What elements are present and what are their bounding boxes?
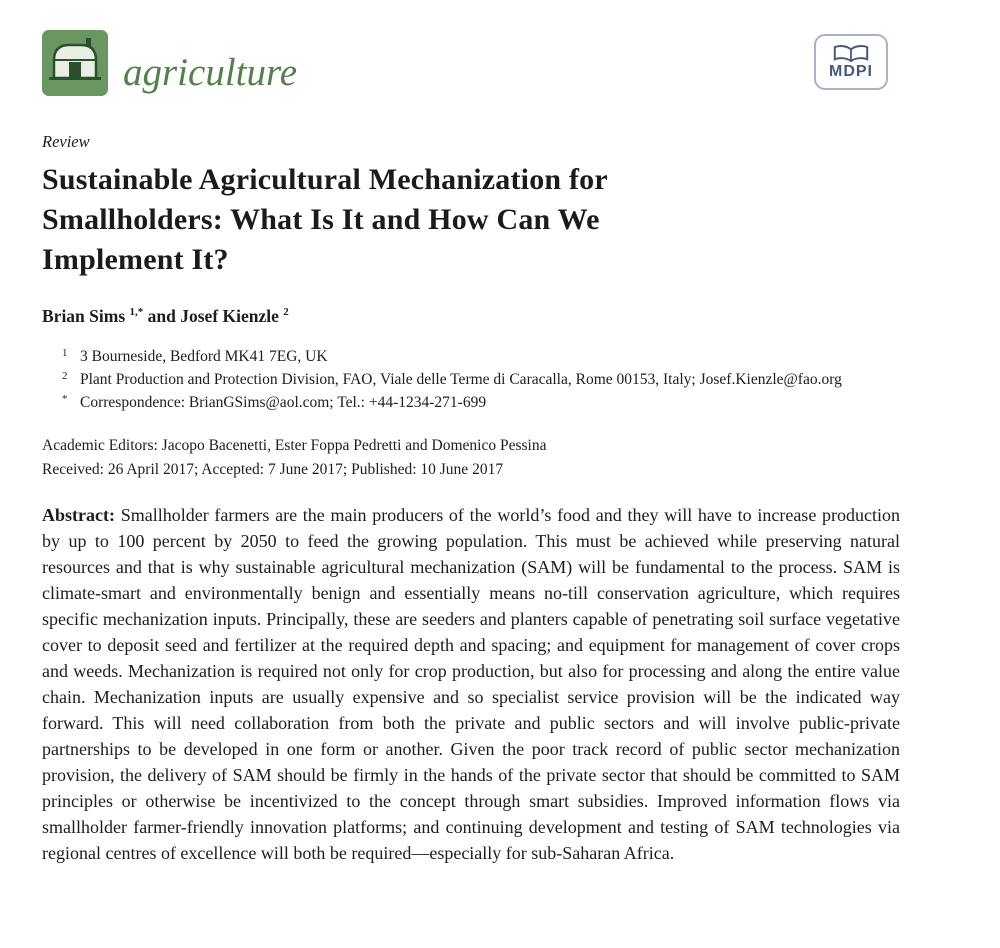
academic-editors-line: Academic Editors: Jacopo Bacenetti, Ester Foppa Pedretti and Domenico Pessina: [42, 436, 547, 454]
article-meta: [42, 434, 900, 482]
affiliation-marker: *: [62, 392, 68, 405]
author-connector: and: [147, 306, 176, 326]
affiliation-row: [62, 345, 900, 368]
abstract-label: Abstract:: [42, 504, 115, 525]
affiliation-text: Correspondence: BrianGSims@aol.com; Tel.: +44-1234-271-699: [80, 393, 487, 411]
open-book-icon: [831, 44, 871, 62]
journal-name: agriculture: [123, 51, 298, 94]
author-name: Brian Sims: [42, 306, 126, 326]
author-name: Josef Kienzle: [180, 306, 279, 326]
dates-line: Received: 26 April 2017; Accepted: 7 June 2017; Published: 10 June 2017: [42, 460, 504, 478]
title-line: Implement It?: [42, 243, 229, 276]
affiliation-marker: 1: [62, 346, 68, 359]
affiliations-block: [62, 345, 900, 414]
page-header: [42, 26, 900, 96]
mdpi-logo: [814, 34, 888, 90]
affiliation-text: Plant Production and Protection Division, FAO, Viale delle Terme di Caracalla, Rome 00153, Italy; Josef.Kienzle@fao.org: [80, 370, 842, 388]
author-affiliation-ref: 2: [283, 306, 289, 319]
mdpi-wordmark: MDPI: [829, 63, 873, 80]
affiliation-row: [62, 368, 900, 391]
title-line: Sustainable Agricultural Mechanization for: [42, 163, 608, 196]
abstract-paragraph: [42, 502, 900, 866]
article-type-label: Review: [42, 132, 90, 151]
abstract-text: Smallholder farmers are the main producers of the world’s food and they will have to increase production by up to 100 percent by 2050 to feed the growing population. This must be achieved while preserving natural resources and that is why sustainable agricultural mechanization (SAM) will be fundamental to the process. SAM is climate-smart and environmentally benign and essentially means no-till conservation agriculture, which requires specific mechanization inputs. Principally, these are seeders and planters capable of penetrating soil surface vegetative cover to deposit seed and fertilizer at the required depth and spacing; and equipment for management of cover crops and weeds. Mechanization is required not only for crop production, but also for processing and along the entire value chain. Mechanization inputs are usually expensive and so specialist service provision will be the indicated way forward. This will need collaboration from both the private and public sectors and will involve public-private partnerships to be developed in one form or another. Given the poor track record of public sector mechanization provision, the delivery of SAM should be firmly in the hands of the private sector that should be committed to SAM principles or otherwise be incentivized to the concept through smart subsidies. Improved information flows via smallholder farmer-friendly innovation platforms; and continuing development and testing of SAM technologies via regional centres of excellence will both be required—especially for sub-Saharan Africa.: [42, 504, 901, 863]
affiliation-text: 3 Bourneside, Bedford MK41 7EG, UK: [80, 347, 328, 365]
author-line: [42, 306, 900, 327]
title-line: Smallholders: What Is It and How Can We: [42, 203, 600, 236]
agriculture-journal-logo: [42, 30, 108, 96]
affiliation-marker: 2: [62, 369, 68, 382]
affiliation-row: [62, 391, 900, 414]
article-title: [42, 160, 900, 280]
author-affiliation-ref: 1,*: [129, 306, 144, 319]
barn-icon: [42, 30, 108, 96]
